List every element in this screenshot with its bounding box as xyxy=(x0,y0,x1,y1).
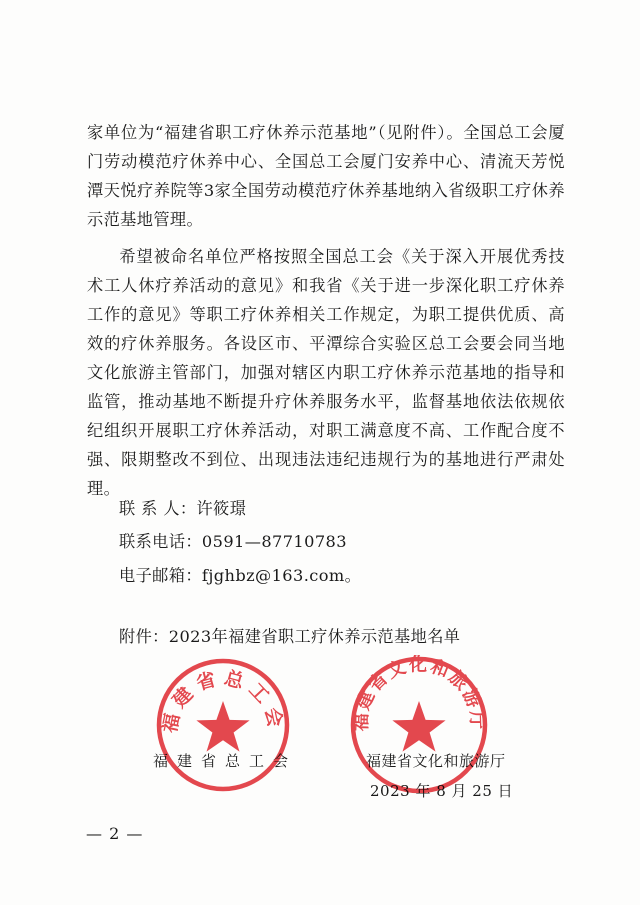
page-number: — 2 — xyxy=(86,824,144,843)
contact-email: 电子邮箱：fjghbz@163.com。 xyxy=(119,566,362,585)
seal-right-text: 福建省文化和旅游厅 xyxy=(350,655,488,732)
seal-right-stamp xyxy=(349,655,489,795)
contact-phone: 联系电话：0591—87710783 xyxy=(119,532,347,551)
attachment-line: 附件：2023年福建省职工疗休养示范基地名单 xyxy=(119,627,461,646)
paragraph-2 xyxy=(87,242,565,503)
signature-right: 福建省文化和旅游厅 xyxy=(366,752,506,770)
signature-left: 福建省总工会 xyxy=(153,752,298,770)
seal-left-star xyxy=(196,701,249,752)
paragraph-1 xyxy=(87,118,565,234)
seal-left-text: 福建省总工会 xyxy=(158,666,288,735)
contact-person: 联 系 人：许筱璟 xyxy=(119,499,247,518)
seal-left-stamp xyxy=(155,657,291,793)
seal-right-star xyxy=(392,701,445,752)
signature-date: 2023 年 8 月 25 日 xyxy=(370,782,514,800)
paragraph-2-text: 希望被命名单位严格按照全国总工会《关于深入开展优秀技术工人休疗养活动的意见》和我省《关于进一步深化职工疗休养工作的意见》等职工疗休养相关工作规定，为职工提供优质、高效的疗休养服务。各设区市、平潭综合实验区总工会要会同当地文化旅游主管部门，加强对辖区内职工疗休养示范基地的指导和监管，推动基地不断提升疗休养服务水平，监督基地依法依规依纪组织开展职工疗休养活动，对职工满意度不高、工作配合度不强、限期整改不到位、出现违法违纪违规行为的基地进行严肃处理。 xyxy=(87,247,565,498)
paragraph-1-text: 家单位为“福建省职工疗休养示范基地”（见附件）。全国总工会厦门劳动模范疗休养中心、全国总工会厦门安养中心、清流天芳悦潭天悦疗养院等3家全国劳动模范疗休养基地纳入省级职工疗休养示范基地管理。 xyxy=(87,123,565,229)
